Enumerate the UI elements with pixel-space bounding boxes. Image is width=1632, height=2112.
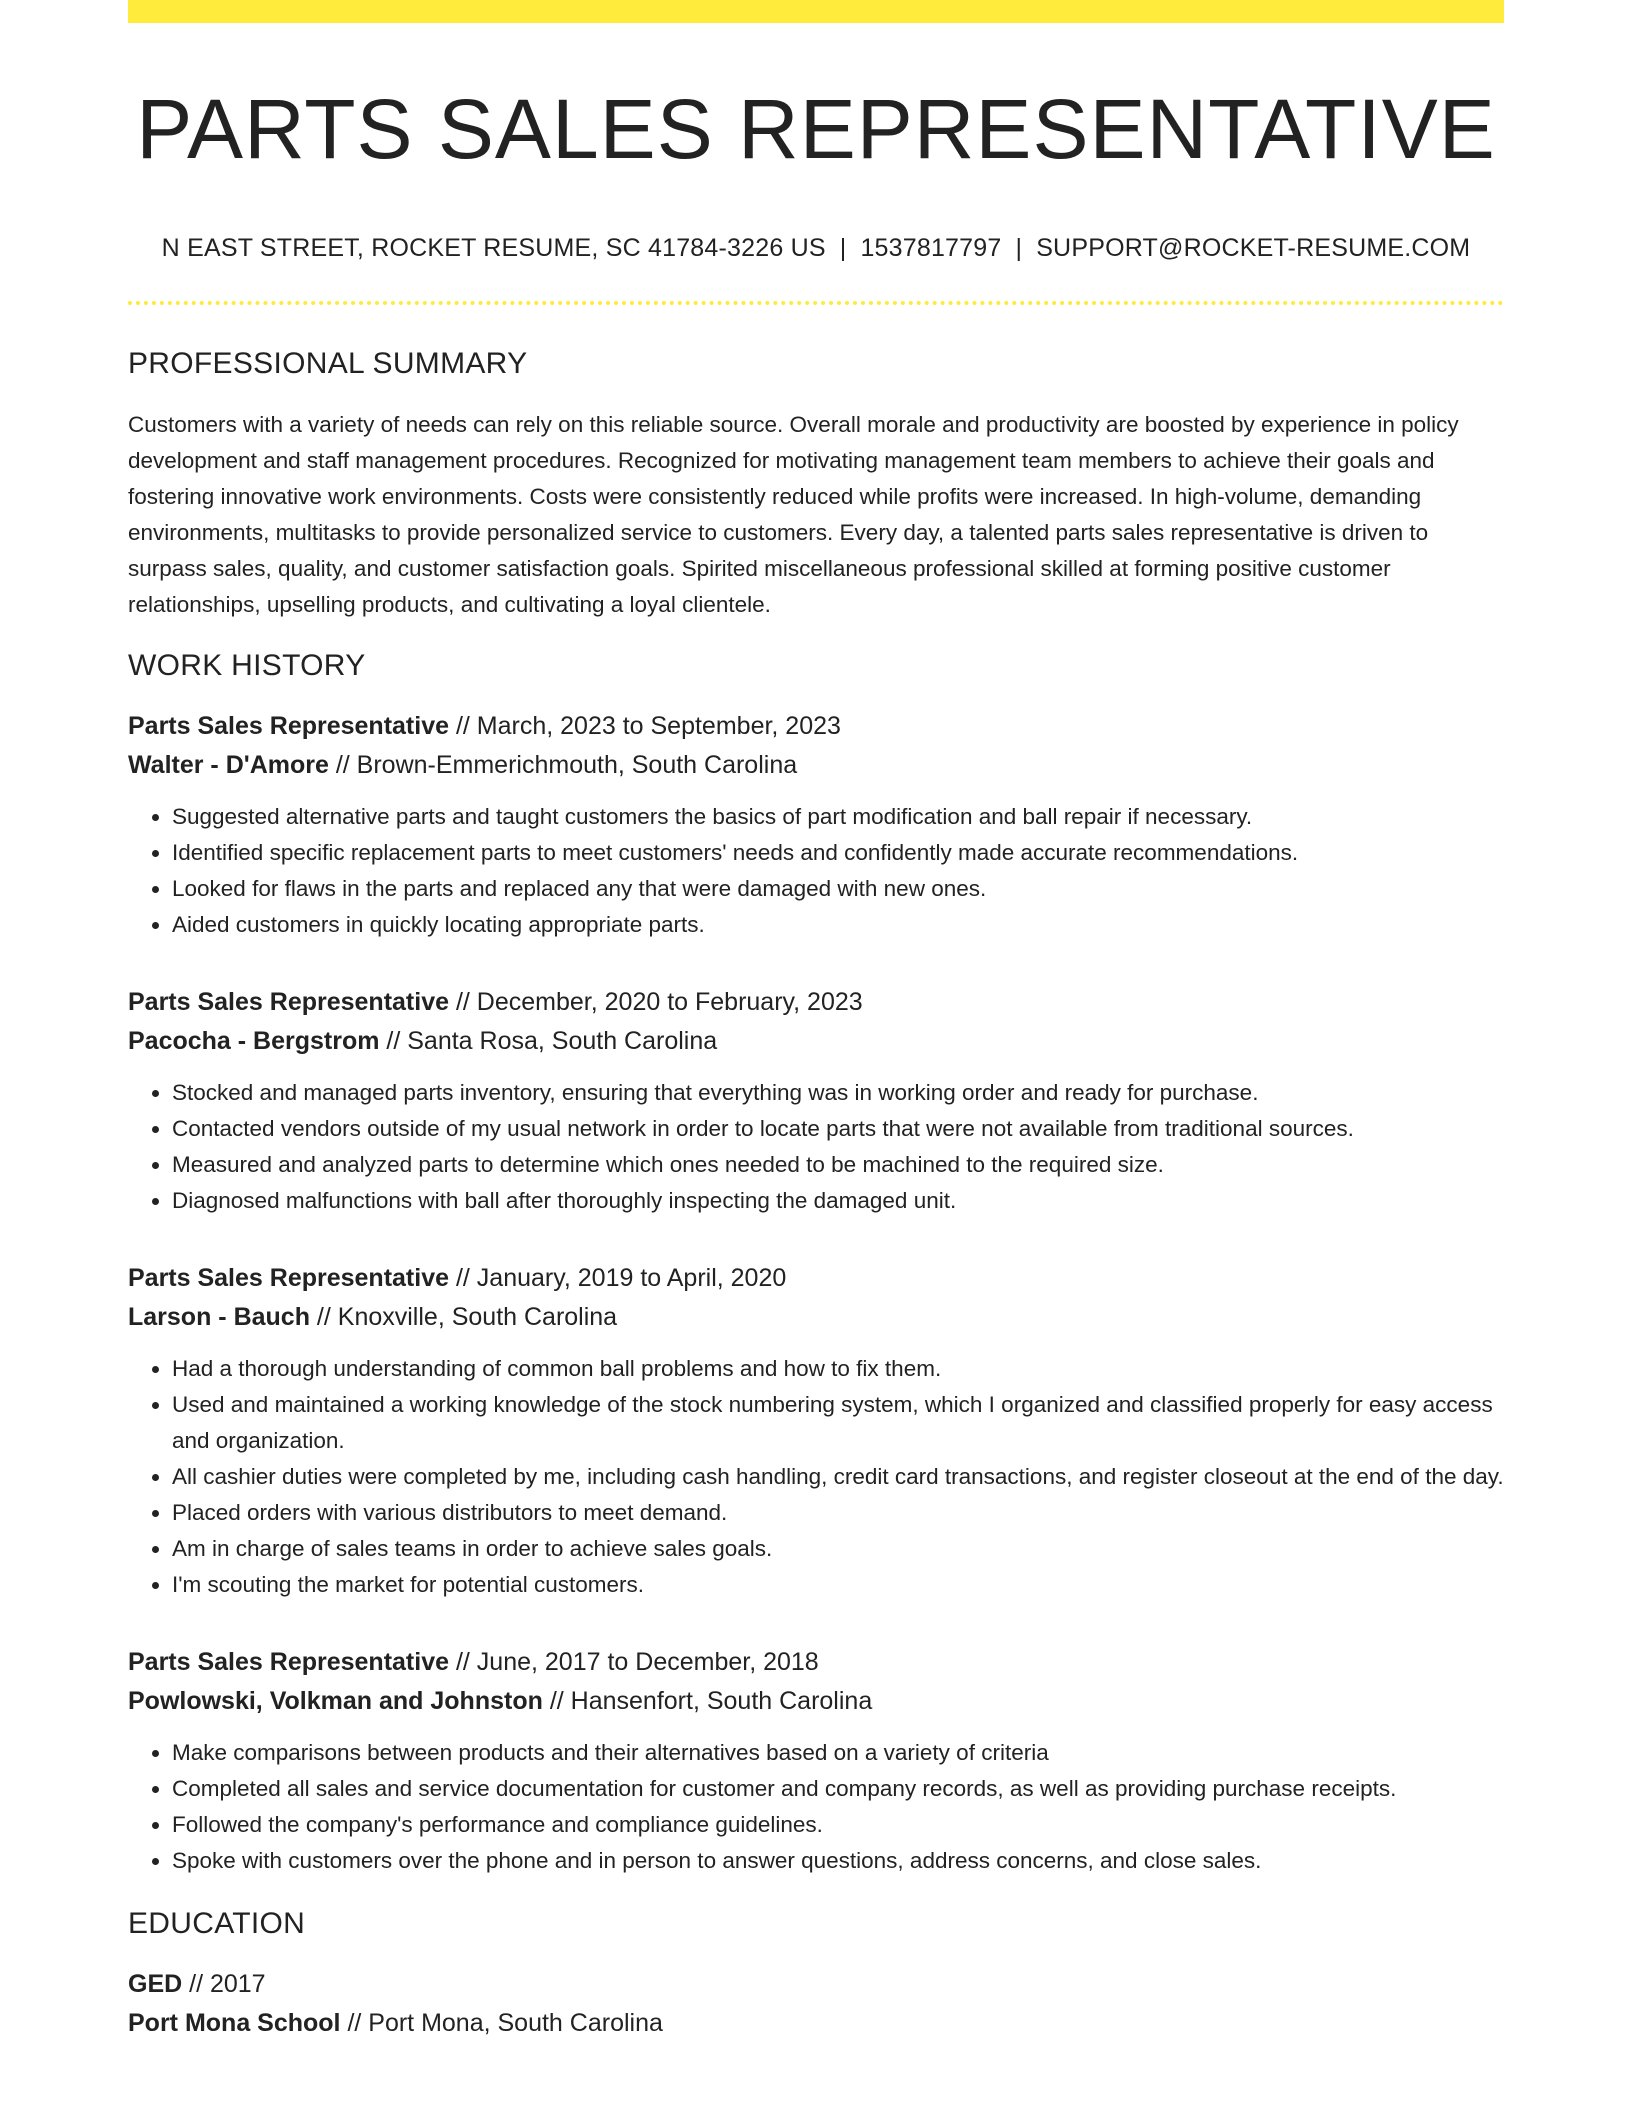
job-role-line [128, 1643, 1504, 1682]
job-bullet: • Completed all sales and service documentation for customer and company records, as well as providing purchase receipts. [172, 1771, 1504, 1807]
education-degree-line [128, 1965, 1504, 2004]
work-history-heading: WORK HISTORY [128, 648, 366, 682]
job-location: // Santa Rosa, South Carolina [379, 1026, 718, 1055]
job-entry [128, 1643, 1504, 1879]
job-entry [128, 983, 1504, 1219]
job-bullet: • Contacted vendors outside of my usual network in order to locate parts that were not available from traditional sources. [172, 1111, 1504, 1147]
job-role-line [128, 1259, 1504, 1298]
top-accent-bar [128, 0, 1504, 23]
resume-page [128, 0, 1504, 2043]
contact-phone: 1537817797 [860, 233, 1002, 262]
job-bullet: • Placed orders with various distributors to meet demand. [172, 1495, 1504, 1531]
job-company: Powlowski, Volkman and Johnston [128, 1686, 543, 1715]
job-dates: // June, 2017 to December, 2018 [449, 1647, 819, 1676]
education-degree: GED [128, 1969, 183, 1998]
job-dates: // March, 2023 to September, 2023 [449, 711, 841, 740]
job-role: Parts Sales Representative [128, 1647, 450, 1676]
job-bullet: • I'm scouting the market for potential customers. [172, 1567, 1504, 1603]
job-bullet: • Looked for flaws in the parts and replaced any that were damaged with new ones. [172, 871, 1504, 907]
contact-address: N EAST STREET, ROCKET RESUME, SC 41784-3226 US [161, 233, 826, 262]
education-heading: EDUCATION [128, 1906, 306, 1940]
job-role: Parts Sales Representative [128, 711, 450, 740]
job-bullet: • Suggested alternative parts and taught customers the basics of part modification and ball repair if necessary. [172, 799, 1504, 835]
contact-email: SUPPORT@ROCKET-RESUME.COM [1036, 233, 1471, 262]
job-bullet: • Followed the company's performance and compliance guidelines. [172, 1807, 1504, 1843]
job-location: // Hansenfort, South Carolina [542, 1686, 873, 1715]
job-entry [128, 1259, 1504, 1603]
job-bullets [128, 1075, 1504, 1219]
job-bullet: • All cashier duties were completed by me, including cash handling, credit card transactions, and register closeout at the end of the day. [172, 1459, 1504, 1495]
contact-separator: | [839, 233, 847, 262]
job-role-line [128, 983, 1504, 1022]
job-dates: // January, 2019 to April, 2020 [449, 1263, 787, 1292]
job-location: // Knoxville, South Carolina [309, 1302, 618, 1331]
job-bullet: • Spoke with customers over the phone and in person to answer questions, address concerns, and close sales. [172, 1843, 1504, 1879]
job-role-line [128, 707, 1504, 746]
job-bullet: • Am in charge of sales teams in order to achieve sales goals. [172, 1531, 1504, 1567]
job-dates: // December, 2020 to February, 2023 [449, 987, 863, 1016]
job-bullet: • Measured and analyzed parts to determine which ones needed to be machined to the required size. [172, 1147, 1504, 1183]
job-location: // Brown-Emmerichmouth, South Carolina [328, 750, 798, 779]
education-year: // 2017 [182, 1969, 266, 1998]
job-bullets [128, 1351, 1504, 1603]
summary-text: Customers with a variety of needs can rely on this reliable source. Overall morale and productivity are boosted by experience in policy development and staff management procedures. Recognized for motivating management team members to achieve their goals and fostering innovative work environments. Costs were consistently reduced while profits were increased. In high-volume, demanding environments, multitasks to provide personalized service to customers. Every day, a talented parts sales representative is driven to surpass sales, quality, and customer satisfaction goals. Spirited miscellaneous professional skilled at forming positive customer relationships, upselling products, and cultivating a loyal clientele. [128, 411, 1459, 617]
job-role: Parts Sales Representative [128, 1263, 450, 1292]
education-school: Port Mona School [128, 2008, 341, 2037]
job-company: Pacocha - Bergstrom [128, 1026, 380, 1055]
job-bullet: • Had a thorough understanding of common ball problems and how to fix them. [172, 1351, 1504, 1387]
education-location: // Port Mona, South Carolina [340, 2008, 663, 2037]
job-entry [128, 707, 1504, 943]
job-company-line [128, 1682, 1504, 1721]
summary-heading: PROFESSIONAL SUMMARY [128, 346, 528, 380]
job-company-line [128, 1022, 1504, 1061]
job-bullet: • Used and maintained a working knowledge of the stock numbering system, which I organized and classified properly for easy access and organization. [172, 1387, 1504, 1459]
job-bullets [128, 799, 1504, 943]
job-bullets [128, 1735, 1504, 1879]
header-divider [128, 301, 1504, 305]
job-bullet: • Diagnosed malfunctions with ball after thoroughly inspecting the damaged unit. [172, 1183, 1504, 1219]
job-role: Parts Sales Representative [128, 987, 450, 1016]
job-company-line [128, 1298, 1504, 1337]
job-bullet: • Stocked and managed parts inventory, ensuring that everything was in working order and ready for purchase. [172, 1075, 1504, 1111]
job-bullet: • Identified specific replacement parts to meet customers' needs and confidently made accurate recommendations. [172, 835, 1504, 871]
job-company: Larson - Bauch [128, 1302, 310, 1331]
job-company-line [128, 746, 1504, 785]
job-bullet: • Make comparisons between products and their alternatives based on a variety of criteria [172, 1735, 1504, 1771]
job-bullet: • Aided customers in quickly locating appropriate parts. [172, 907, 1504, 943]
resume-name: PARTS SALES REPRESENTATIVE [136, 82, 1496, 176]
contact-separator: | [1015, 233, 1023, 262]
contact-line [128, 234, 1504, 263]
education-school-line [128, 2004, 1504, 2043]
education-entry [128, 1965, 1504, 2043]
job-company: Walter - D'Amore [128, 750, 329, 779]
